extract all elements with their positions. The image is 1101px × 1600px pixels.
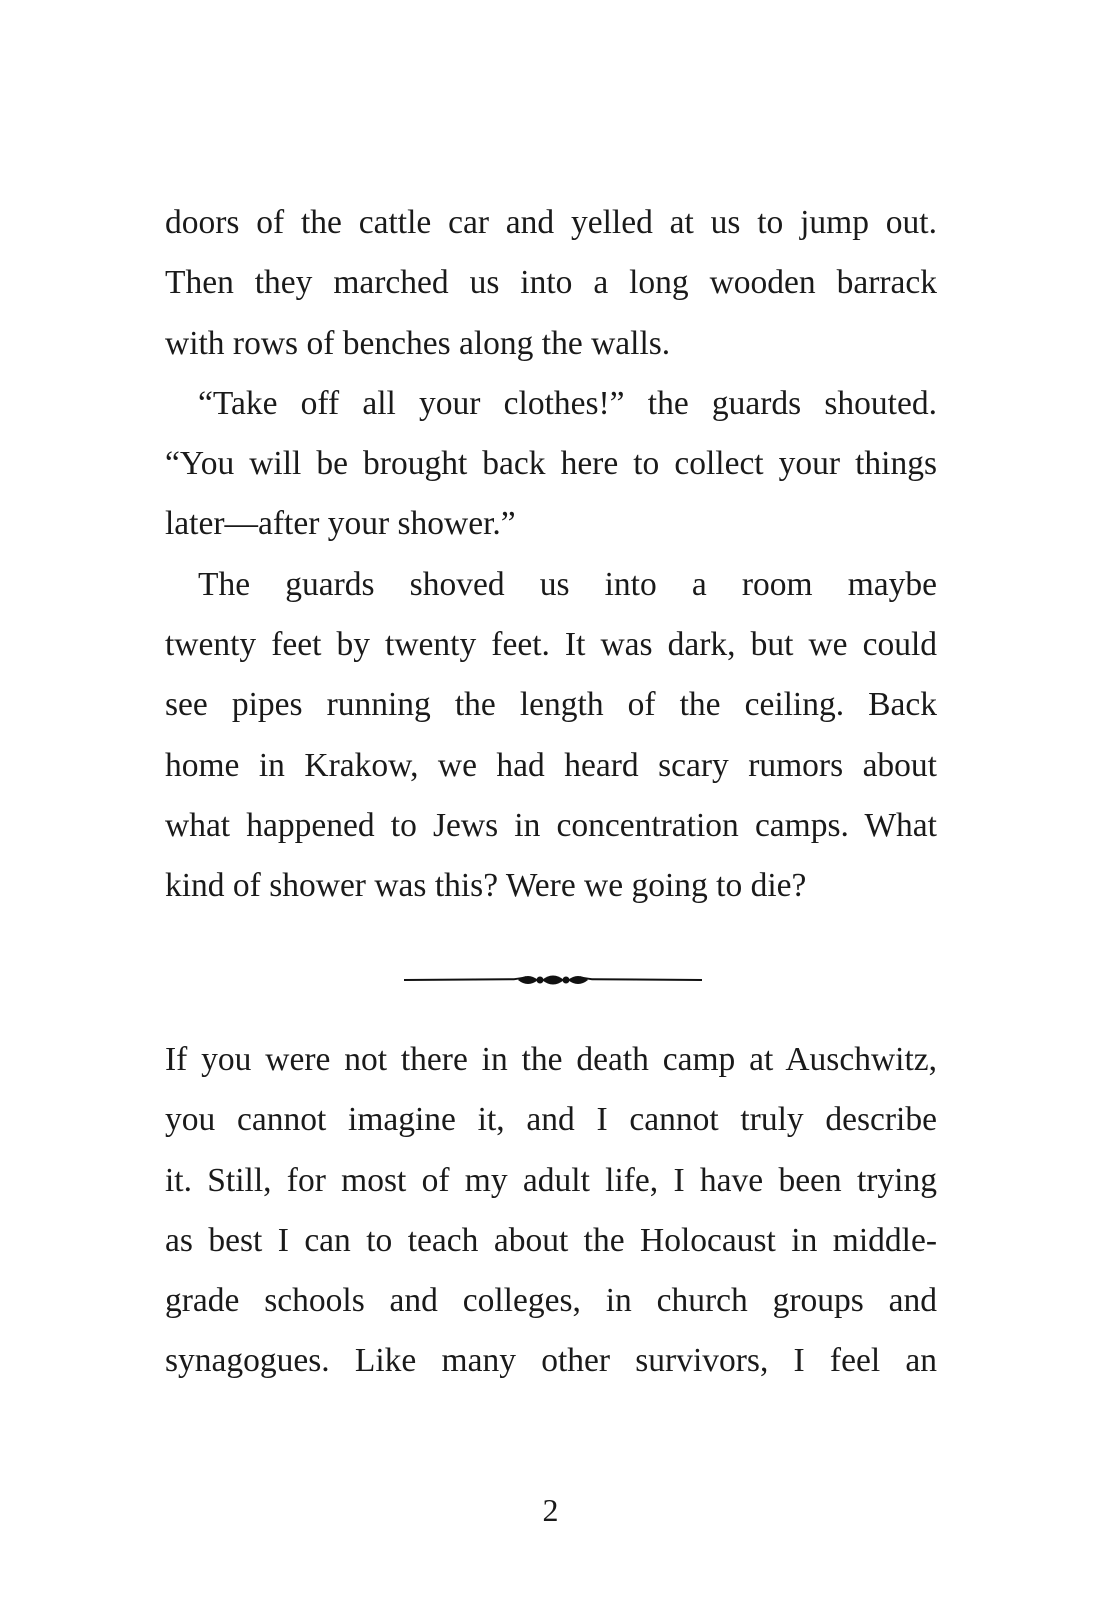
passage-two [165,1030,937,1392]
text-line: see pipes running the length of the ceiling. Back [165,686,937,724]
text-line: grade schools and colleges, in church groups and [165,1282,937,1320]
text-line: kind of shower was this? Were we going to die? [165,867,807,905]
text-line: what happened to Jews in concentration camps. What [165,806,937,844]
text-line: later—after your shower.” [165,505,516,543]
text-line: “You will be brought back here to collect your things [165,445,937,483]
text-line: with rows of benches along the walls. [165,324,671,362]
page-number: 2 [542,1492,559,1528]
text-line: If you were not there in the death camp at Auschwitz, [165,1041,937,1078]
text-line: The guards shoved us into a room maybe [198,565,937,603]
text-line: twenty feet by twenty feet. It was dark, but we could [165,626,937,664]
text-line: synagogues. Like many other survivors, I feel an [165,1342,937,1380]
text-line: as best I can to teach about the Holocaust in middle- [165,1221,937,1259]
text-line: you cannot imagine it, and I cannot truly describe [165,1101,937,1139]
text-line: Then they marched us into a long wooden barrack [165,264,937,302]
ornamental-divider-icon [404,969,702,991]
text-line: it. Still, for most of my adult life, I have been trying [165,1161,937,1199]
passage-one [165,193,937,917]
text-line: doors of the cattle car and yelled at us to jump out. [165,204,937,241]
text-line: “Take off all your clothes!” the guards shouted. [198,384,937,422]
text-line: home in Krakow, we had heard scary rumors about [165,746,937,784]
